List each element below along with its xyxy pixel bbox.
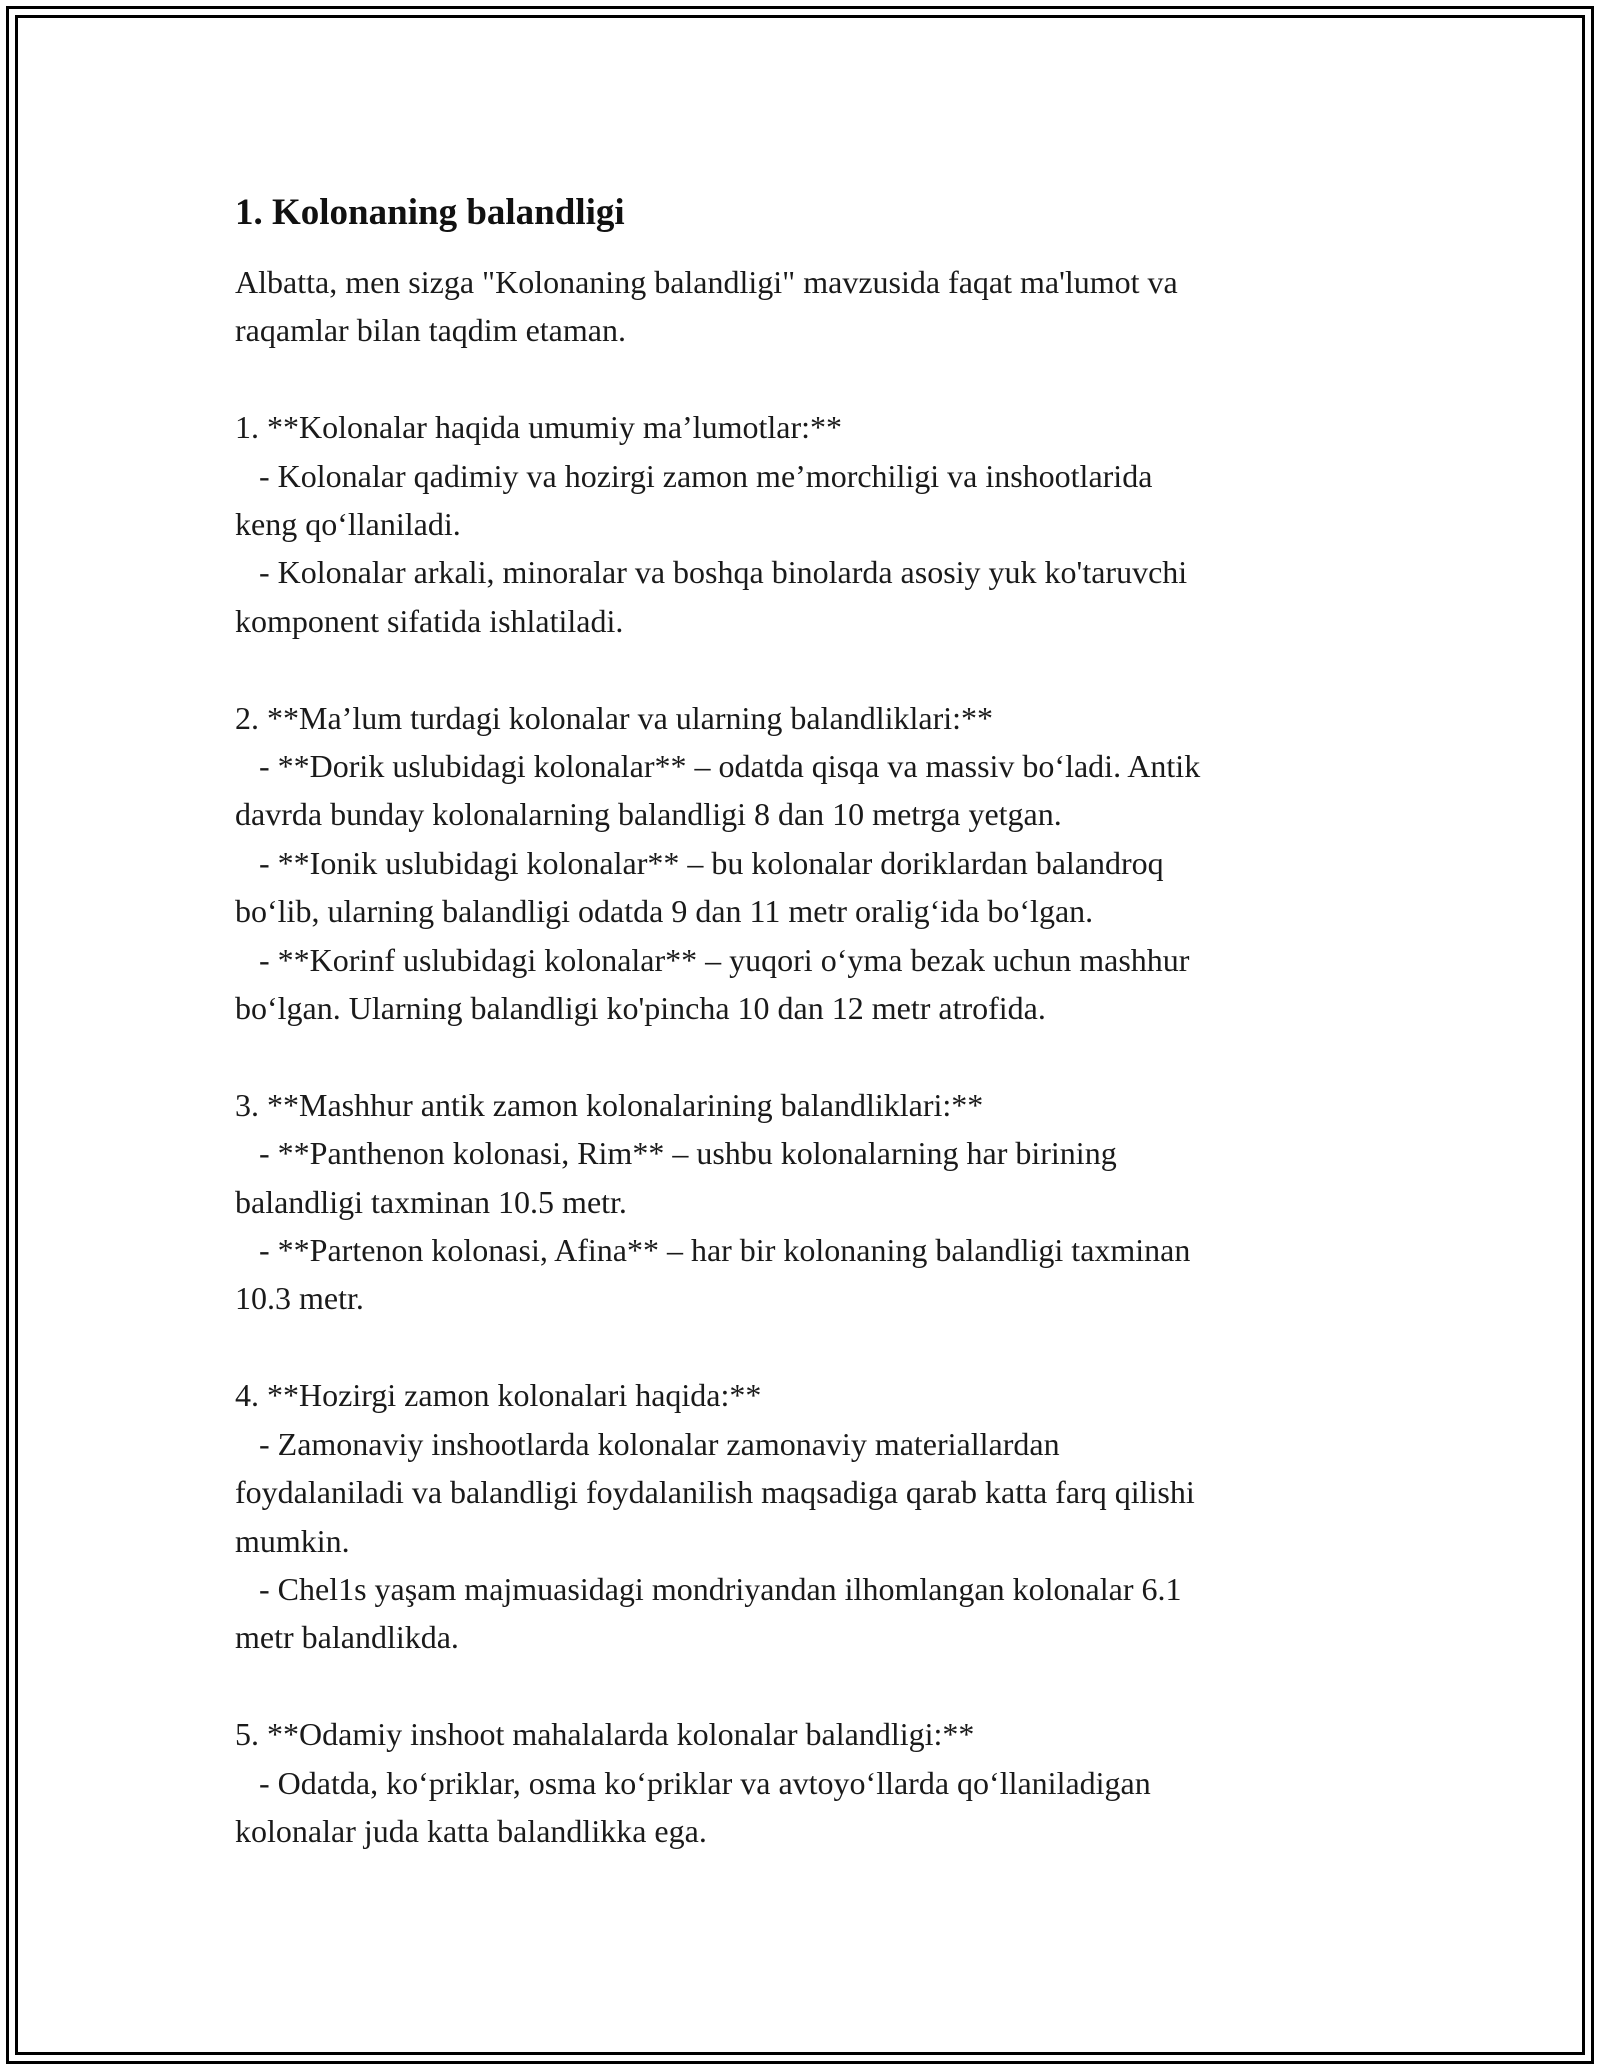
section-heading: 4. **Hozirgi zamon kolonalari haqida:** bbox=[235, 1377, 762, 1414]
page-title: 1. Kolonaning balandligi bbox=[235, 192, 625, 233]
list-item: - Odatda, ko‘priklar, osma ko‘priklar va avtoyo‘llarda qo‘llaniladigan kolonalar juda katta balandlikka ega. bbox=[235, 1764, 1151, 1849]
list-item: - Kolonalar arkali, minoralar va boshqa binolarda asosiy yuk ko'taruvchi komponent sifatida ishlatiladi. bbox=[235, 554, 1188, 639]
list-item: - **Partenon kolonasi, Afina** – har bir kolonaning balandligi taxminan 10.3 metr. bbox=[235, 1232, 1191, 1317]
section-2 bbox=[235, 694, 1365, 1033]
list-item: - Chel1s yaşam majmuasidagi mondriyandan ilhomlangan kolonalar 6.1 metr balandlikda. bbox=[235, 1570, 1182, 1656]
intro-paragraph: Albatta, men sizga "Kolonaning balandligi" mavzusida faqat ma'lumot va raqamlar bilan taqdim etaman. bbox=[235, 264, 1178, 349]
list-item: - **Korinf uslubidagi kolonalar** – yuqori o‘yma bezak uchun mashhur bo‘lgan. Ularning balandligi ko'pincha 10 dan 12 metr atrofida. bbox=[235, 941, 1190, 1027]
section-heading: 1. **Kolonalar haqida umumiy ma’lumotlar:** bbox=[235, 409, 842, 446]
section-heading: 3. **Mashhur antik zamon kolonalarining balandliklari:** bbox=[235, 1086, 984, 1123]
section-5 bbox=[235, 1710, 1365, 1855]
list-item: - Zamonaviy inshootlarda kolonalar zamonaviy materiallardan foydalaniladi va balandligi foydalanilish maqsadiga qarab katta farq qilishi mumkin. bbox=[235, 1425, 1195, 1559]
list-item: - Kolonalar qadimiy va hozirgi zamon me’morchiligi va inshootlarida keng qo‘llaniladi. bbox=[235, 457, 1153, 543]
section-heading: 5. **Odamiy inshoot mahalalarda kolonalar balandligi:** bbox=[235, 1716, 975, 1753]
list-item: - **Ionik uslubidagi kolonalar** – bu kolonalar doriklardan balandroq bo‘lib, ularning balandligi odatda 9 dan 11 metr oralig‘ida bo‘lgan. bbox=[235, 844, 1164, 930]
section-3 bbox=[235, 1081, 1365, 1323]
list-item: - **Panthenon kolonasi, Rim** – ushbu kolonalarning har birining balandligi taxminan 10.5 metr. bbox=[235, 1135, 1117, 1220]
section-1 bbox=[235, 403, 1365, 645]
list-item: - **Dorik uslubidagi kolonalar** – odatda qisqa va massiv bo‘ladi. Antik davrda bunday kolonalarning balandligi 8 dan 10 metrga yetgan. bbox=[235, 748, 1201, 833]
document-body bbox=[235, 188, 1365, 1855]
section-heading: 2. **Ma’lum turdagi kolonalar va ularning balandliklari:** bbox=[235, 699, 994, 736]
section-4 bbox=[235, 1371, 1365, 1661]
